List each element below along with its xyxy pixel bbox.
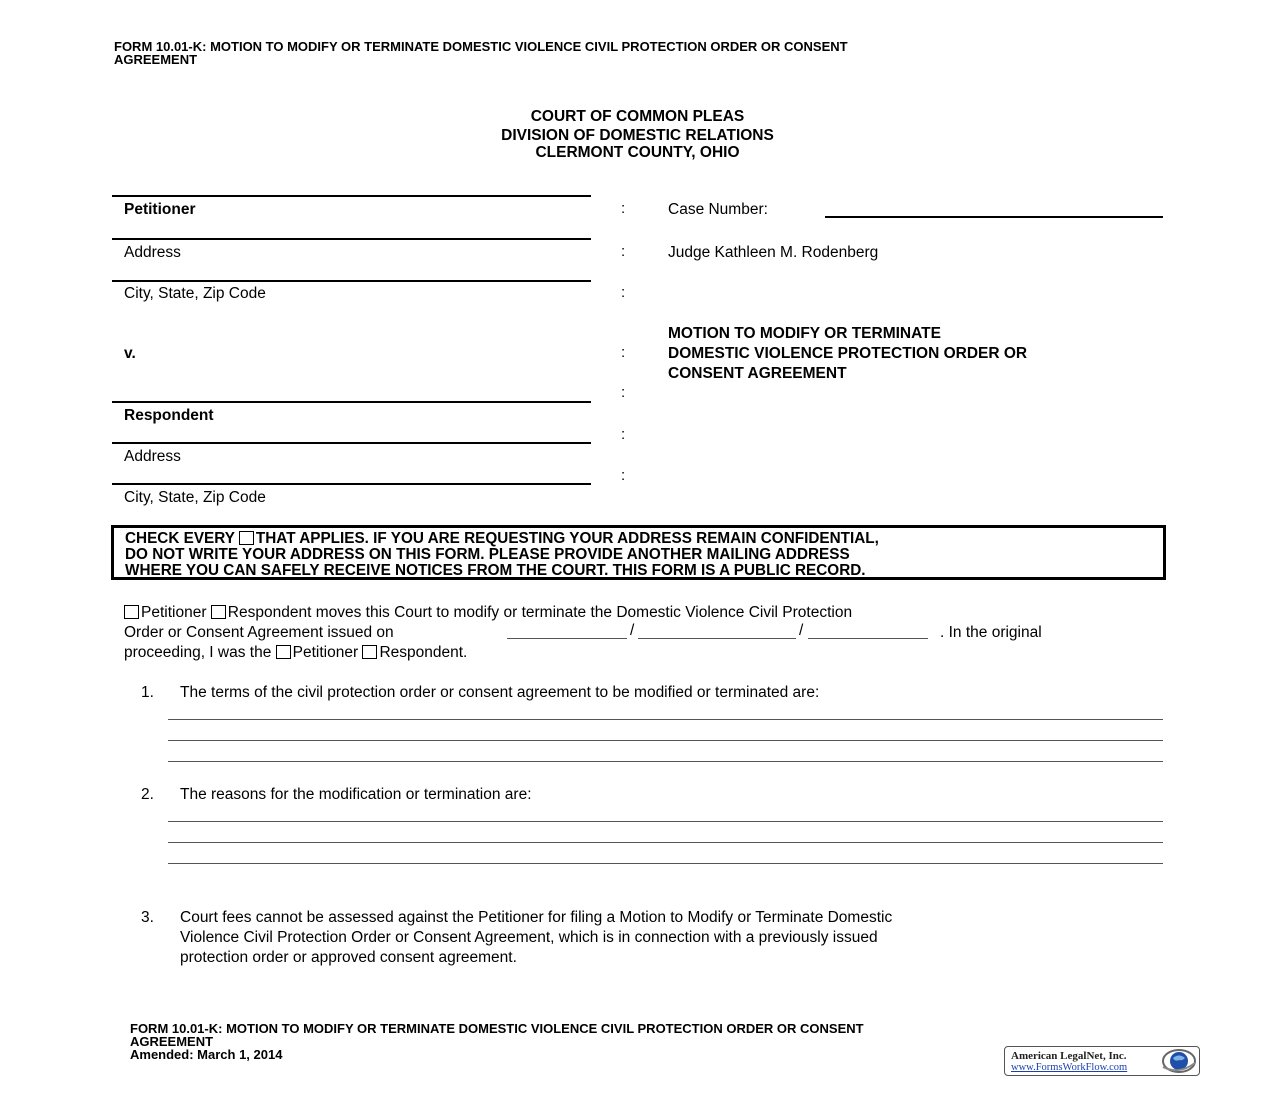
original-respondent-label: Respondent. <box>379 644 468 661</box>
confidentiality-notice <box>111 525 1166 580</box>
issued-date-month-field[interactable] <box>507 638 627 639</box>
motion-line1 <box>124 604 852 622</box>
notice-line2: DO NOT WRITE YOUR ADDRESS ON THIS FORM. PLEASE PROVIDE ANOTHER MAILING ADDRESS <box>125 546 850 563</box>
petitioner-checkbox[interactable] <box>124 605 139 619</box>
motion-line3 <box>124 644 467 662</box>
respondent-city-label: City, State, Zip Code <box>124 489 266 506</box>
logo-url[interactable]: www.FormsWorkFlow.com <box>1011 1062 1128 1073</box>
court-division: DIVISION OF DOMESTIC RELATIONS <box>501 127 774 144</box>
caption-top-rule <box>112 195 591 197</box>
notice-line1-start: CHECK EVERY <box>125 530 235 547</box>
motion-title-line2: DOMESTIC VIOLENCE PROTECTION ORDER OR <box>668 345 1028 362</box>
original-petitioner-label: Petitioner <box>292 644 359 661</box>
globe-icon <box>1159 1047 1197 1075</box>
original-respondent-checkbox[interactable] <box>362 645 377 659</box>
issued-date-day-field[interactable] <box>638 638 796 639</box>
petitioner-city-line[interactable] <box>112 280 591 282</box>
caption-colon: : <box>621 200 626 217</box>
issued-date-year-field[interactable] <box>808 638 928 639</box>
notice-line1-end: THAT APPLIES. IF YOU ARE REQUESTING YOUR ADDRESS REMAIN CONFIDENTIAL, <box>255 530 879 547</box>
notice-line3: WHERE YOU CAN SAFELY RECEIVE NOTICES FROM THE COURT. THIS FORM IS A PUBLIC RECORD. <box>125 562 866 579</box>
item-2-text: The reasons for the modification or termination are: <box>180 786 532 803</box>
motion-title-line1: MOTION TO MODIFY OR TERMINATE <box>668 325 941 342</box>
footer-form-line2: AGREEMENT <box>130 1034 214 1049</box>
motion-petitioner-label: Petitioner <box>141 604 207 621</box>
caption-colon: : <box>621 426 626 443</box>
caption-colon: : <box>621 467 626 484</box>
form-header-line2: AGREEMENT <box>114 52 198 67</box>
logo-company: American LegalNet, Inc. <box>1011 1050 1127 1062</box>
motion-line2-text: Order or Consent Agreement issued on <box>124 624 394 641</box>
respondent-city-line[interactable] <box>112 483 591 485</box>
motion-respondent-text: Respondent moves this Court to modify or terminate the Domestic Violence Civil Protection <box>227 604 853 621</box>
motion-line2-end: . In the original <box>940 624 1042 641</box>
item-1-answer-line[interactable] <box>168 761 1163 762</box>
footer-form-line1: FORM 10.01-K: MOTION TO MODIFY OR TERMINATE DOMESTIC VIOLENCE CIVIL PROTECTION ORDER OR CONSENT <box>130 1021 864 1036</box>
court-county: CLERMONT COUNTY, OHIO <box>535 144 740 161</box>
judge-name: Judge Kathleen M. Rodenberg <box>668 244 879 261</box>
item-2-answer-line[interactable] <box>168 842 1163 843</box>
item-3-line2: Violence Civil Protection Order or Consent Agreement, which is in connection with a previously issued <box>180 929 878 946</box>
respondent-label: Respondent <box>124 407 214 424</box>
caption-colon: : <box>621 384 626 401</box>
item-number: 3. <box>141 909 154 926</box>
original-petitioner-checkbox[interactable] <box>276 645 291 659</box>
form-header-line1: FORM 10.01-K: MOTION TO MODIFY OR TERMINATE DOMESTIC VIOLENCE CIVIL PROTECTION ORDER OR CONSENT <box>114 39 848 54</box>
petitioner-address-line[interactable] <box>112 238 591 240</box>
case-number-field[interactable] <box>825 216 1163 218</box>
petitioner-city-label: City, State, Zip Code <box>124 285 266 302</box>
item-3-line1: Court fees cannot be assessed against the Petitioner for filing a Motion to Modify or Terminate Domestic <box>180 909 893 926</box>
item-2-answer-line[interactable] <box>168 821 1163 822</box>
date-separator: / <box>630 622 635 639</box>
court-name: COURT OF COMMON PLEAS <box>530 108 745 125</box>
respondent-name-line[interactable] <box>112 401 591 403</box>
motion-title-line3: CONSENT AGREEMENT <box>668 365 847 382</box>
item-1-answer-line[interactable] <box>168 719 1163 720</box>
item-1-text: The terms of the civil protection order or consent agreement to be modified or terminated are: <box>180 684 820 701</box>
date-separator: / <box>799 622 804 639</box>
caption-colon: : <box>621 284 626 301</box>
versus-label: v. <box>124 345 136 362</box>
american-legalnet-logo[interactable] <box>1004 1046 1200 1076</box>
item-2-answer-line[interactable] <box>168 863 1163 864</box>
checkbox-icon <box>239 531 254 545</box>
caption-colon: : <box>621 243 626 260</box>
caption-colon: : <box>621 344 626 361</box>
respondent-checkbox[interactable] <box>211 605 226 619</box>
item-1-answer-line[interactable] <box>168 740 1163 741</box>
petitioner-label: Petitioner <box>124 201 196 218</box>
item-number: 1. <box>141 684 154 701</box>
item-number: 2. <box>141 786 154 803</box>
footer-amended: Amended: March 1, 2014 <box>130 1047 283 1062</box>
petitioner-address-label: Address <box>124 244 181 261</box>
case-number-label: Case Number: <box>668 201 768 218</box>
item-3-line3: protection order or approved consent agreement. <box>180 949 517 966</box>
respondent-address-label: Address <box>124 448 181 465</box>
respondent-address-line[interactable] <box>112 442 591 444</box>
motion-line3-text: proceeding, I was the <box>124 644 272 661</box>
